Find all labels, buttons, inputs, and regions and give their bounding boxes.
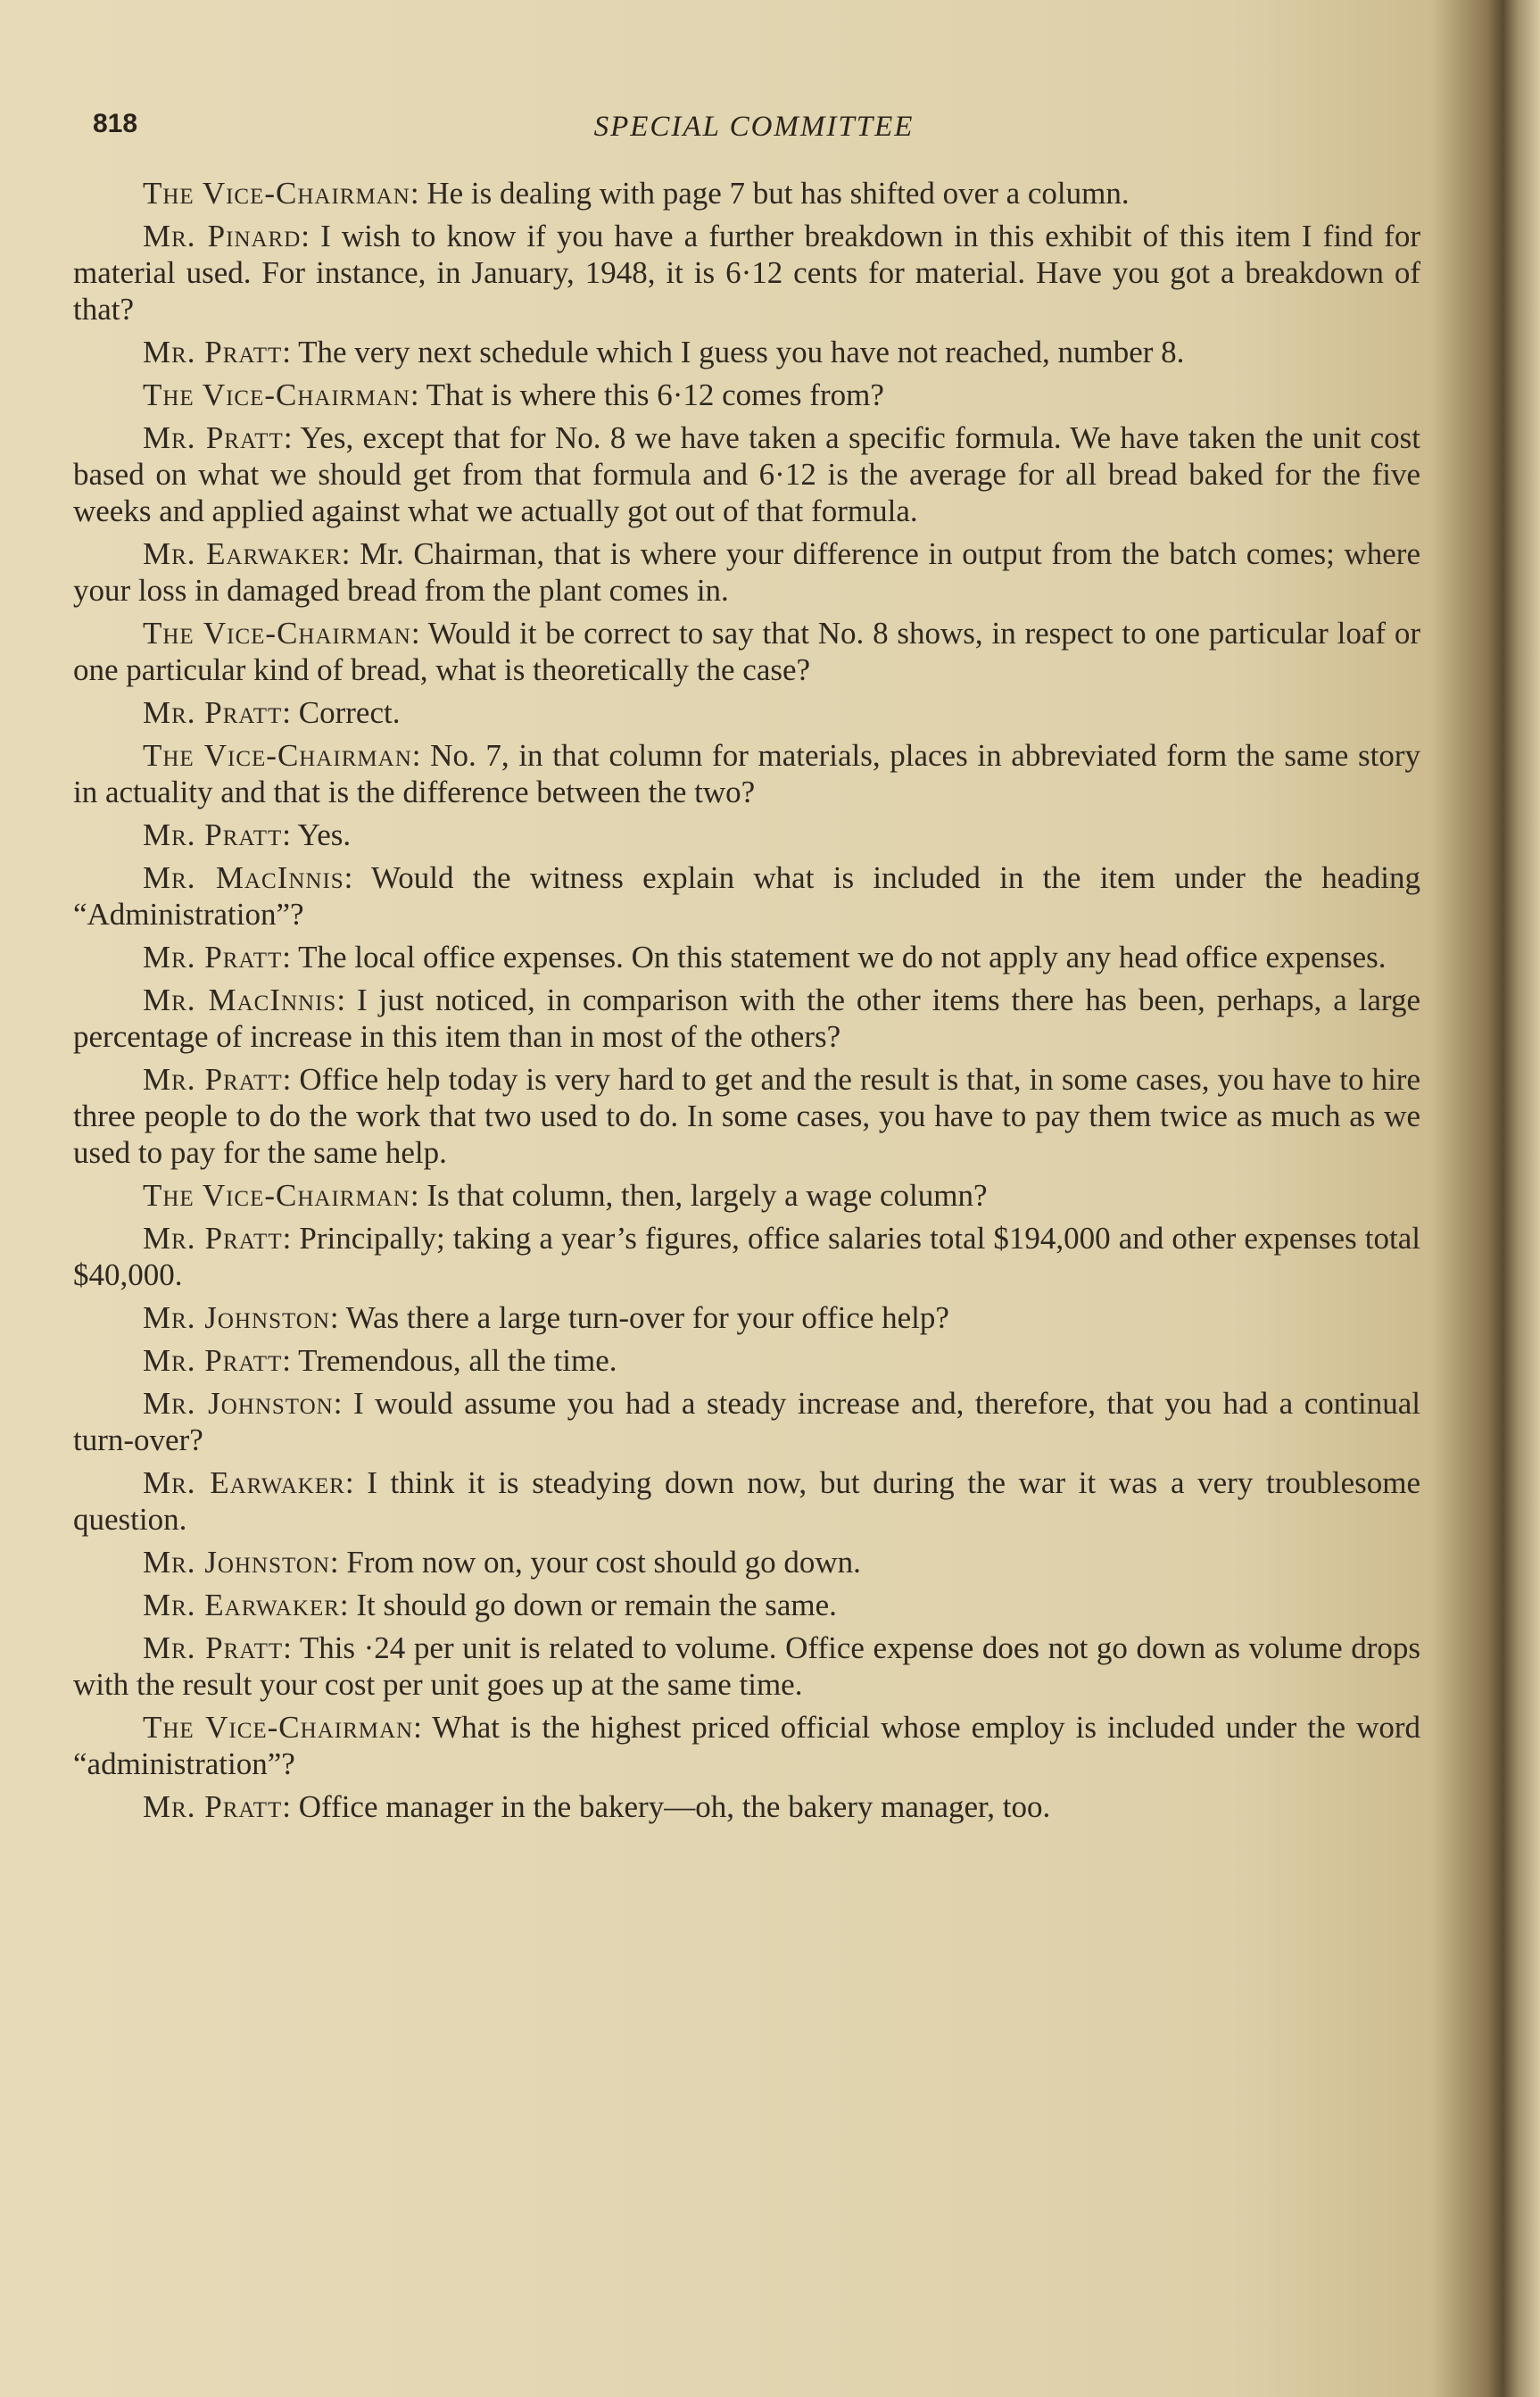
transcript-paragraph <box>73 615 1420 688</box>
transcript-paragraph <box>73 982 1420 1055</box>
page-number: 818 <box>93 109 138 138</box>
transcript-paragraph <box>73 535 1420 609</box>
speaker-separator: : <box>410 176 427 211</box>
paragraph-text: Mr. Chairman, that is where your difference in output from the batch comes; where your loss in damaged bread from the plant comes in. <box>73 536 1420 608</box>
speaker-separator: : <box>282 335 299 369</box>
paragraph-text: Office help today is very hard to get and the result is that, in some cases, you have to hire three people to do the work that two used to do. In some cases, you have to pay them twice as much as we used to pay for the same help. <box>73 1062 1420 1170</box>
speaker-name: Mr. Pinard <box>143 219 302 253</box>
paragraph-text: That is where this 6·12 comes from? <box>426 377 884 412</box>
transcript-paragraph <box>73 1630 1420 1703</box>
transcript-paragraph <box>73 218 1420 328</box>
paragraph-text: I would assume you had a steady increase and, therefore, that you had a continual turn-over? <box>73 1386 1420 1457</box>
paragraph-text: The very next schedule which I guess you have not reached, number 8. <box>298 335 1185 369</box>
speaker-separator: : <box>329 1545 347 1580</box>
transcript-paragraph <box>73 939 1420 975</box>
paragraph-text: No. 7, in that column for materials, places in abbreviated form the same story in actuality and that is the difference between the two? <box>73 738 1420 809</box>
speaker-name: Mr. MacInnis <box>143 860 344 895</box>
transcript-paragraph <box>73 1788 1420 1825</box>
speaker-separator: : <box>336 983 357 1017</box>
transcript-paragraph <box>73 1464 1420 1538</box>
speaker-name: Mr. Pratt <box>143 695 283 730</box>
speaker-separator: : <box>344 1465 368 1500</box>
speaker-separator: : <box>410 616 428 651</box>
paragraph-text: What is the highest priced official whose employ is included under the word “administration”? <box>73 1710 1420 1781</box>
speaker-separator: : <box>282 940 299 975</box>
transcript-paragraph <box>73 1587 1420 1623</box>
speaker-name: Mr. Pratt <box>143 1789 283 1824</box>
paragraph-text: Would the witness explain what is included in the item under the heading “Administration”? <box>73 860 1420 932</box>
transcript-paragraph <box>73 1544 1420 1580</box>
transcript-paragraph <box>73 1342 1420 1379</box>
speaker-separator: : <box>282 695 299 730</box>
paragraph-text: Correct. <box>298 695 401 730</box>
transcript-paragraph <box>73 377 1420 413</box>
speaker-separator: : <box>341 536 360 571</box>
paragraph-text: Was there a large turn-over for your office help? <box>345 1300 949 1335</box>
speaker-separator: : <box>282 1221 300 1256</box>
speaker-separator: : <box>333 1386 353 1421</box>
speaker-separator: : <box>410 1178 427 1213</box>
transcript-paragraph <box>73 817 1420 853</box>
speaker-name: The Vice-Chairman <box>143 616 411 651</box>
paragraph-text: This ·24 per unit is related to volume. Office expense does not go down as volume drops with the result your cost per unit goes up at the same time. <box>73 1630 1421 1702</box>
transcript-paragraph <box>73 1299 1420 1336</box>
speaker-separator: : <box>339 1588 357 1622</box>
speaker-name: The Vice-Chairman <box>143 377 410 412</box>
speaker-name: Mr. Pratt <box>143 940 283 975</box>
speaker-separator: : <box>282 817 298 852</box>
speaker-name: Mr. Earwaker <box>143 1588 340 1622</box>
paragraph-text: Is that column, then, largely a wage column? <box>426 1178 988 1213</box>
transcript-paragraph <box>73 1385 1420 1458</box>
transcript-paragraph <box>73 1709 1420 1782</box>
transcript-paragraph <box>73 334 1420 370</box>
transcript-paragraph <box>73 419 1420 529</box>
transcript-paragraph <box>73 737 1420 810</box>
speaker-name: Mr. Pratt <box>143 1343 283 1378</box>
running-title: SPECIAL COMMITTEE <box>593 111 915 143</box>
speaker-name: Mr. Pratt <box>143 1221 283 1256</box>
speaker-name: Mr. Pratt <box>143 817 283 852</box>
transcript-paragraph <box>73 859 1420 933</box>
paragraph-text: From now on, your cost should go down. <box>346 1545 861 1580</box>
speaker-name: The Vice-Chairman <box>143 1710 414 1745</box>
speaker-separator: : <box>329 1300 346 1335</box>
speaker-separator: : <box>301 219 321 253</box>
paragraph-text: I wish to know if you have a further breakdown in this exhibit of this item I find for material used. For instance, in January, 1948, it is 6·12 cents for material. Have you got a breakdown of that? <box>73 219 1420 327</box>
transcript-paragraph <box>73 1061 1420 1171</box>
paragraph-text: Yes. <box>297 817 352 852</box>
speaker-name: The Vice-Chairman <box>143 1178 410 1213</box>
paragraph-text: Yes, except that for No. 8 we have taken a specific formula. We have taken the unit cost based on what we should get from that formula and 6·12 is the average for all bread baked for the five weeks and applied against what we actually got out of that formula. <box>73 420 1420 528</box>
paragraph-text: I think it is steadying down now, but during the war it was a very troublesome question. <box>73 1465 1421 1537</box>
speaker-separator: : <box>344 860 372 895</box>
speaker-name: Mr. Earwaker <box>143 536 342 571</box>
speaker-separator: : <box>411 738 431 773</box>
speaker-separator: : <box>283 1630 300 1665</box>
paragraph-text: Tremendous, all the time. <box>298 1343 617 1378</box>
paragraph-text: Office manager in the bakery—oh, the bakery manager, too. <box>298 1789 1051 1824</box>
transcript-paragraph <box>73 1177 1420 1214</box>
transcript-body <box>73 175 1420 1831</box>
speaker-name: The Vice-Chairman <box>143 176 410 211</box>
speaker-name: Mr. Pratt <box>143 1630 284 1665</box>
speaker-name: Mr. Johnston <box>143 1545 330 1580</box>
paragraph-text: Would it be correct to say that No. 8 shows, in respect to one particular loaf or one particular kind of bread, what is theoretically the case? <box>73 616 1420 687</box>
transcript-paragraph <box>73 175 1420 212</box>
speaker-name: Mr. Pratt <box>143 420 284 455</box>
speaker-name: Mr. Pratt <box>143 335 283 369</box>
speaker-name: Mr. Johnston <box>143 1300 330 1335</box>
paragraph-text: I just noticed, in comparison with the other items there has been, perhaps, a large percentage of increase in this item than in most of the others? <box>73 983 1420 1054</box>
page-header <box>89 105 1419 150</box>
paragraph-text: It should go down or remain the same. <box>356 1588 837 1622</box>
speaker-name: Mr. Earwaker <box>143 1465 345 1500</box>
paragraph-text: He is dealing with page 7 but has shifted over a column. <box>426 176 1130 211</box>
speaker-separator: : <box>282 1062 300 1097</box>
speaker-name: Mr. Johnston <box>143 1386 334 1421</box>
speaker-separator: : <box>283 420 301 455</box>
transcript-paragraph <box>73 694 1420 731</box>
paragraph-text: Principally; taking a year’s figures, office salaries total $194,000 and other expenses total $40,000. <box>73 1221 1420 1292</box>
speaker-name: The Vice-Chairman <box>143 738 412 773</box>
speaker-separator: : <box>413 1710 433 1745</box>
speaker-separator: : <box>282 1789 299 1824</box>
transcript-paragraph <box>73 1220 1420 1293</box>
speaker-separator: : <box>282 1343 299 1378</box>
speaker-name: Mr. Pratt <box>143 1062 283 1097</box>
speaker-separator: : <box>410 377 426 412</box>
speaker-name: Mr. MacInnis <box>143 983 337 1017</box>
paragraph-text: The local office expenses. On this statement we do not apply any head office expenses. <box>298 940 1387 975</box>
